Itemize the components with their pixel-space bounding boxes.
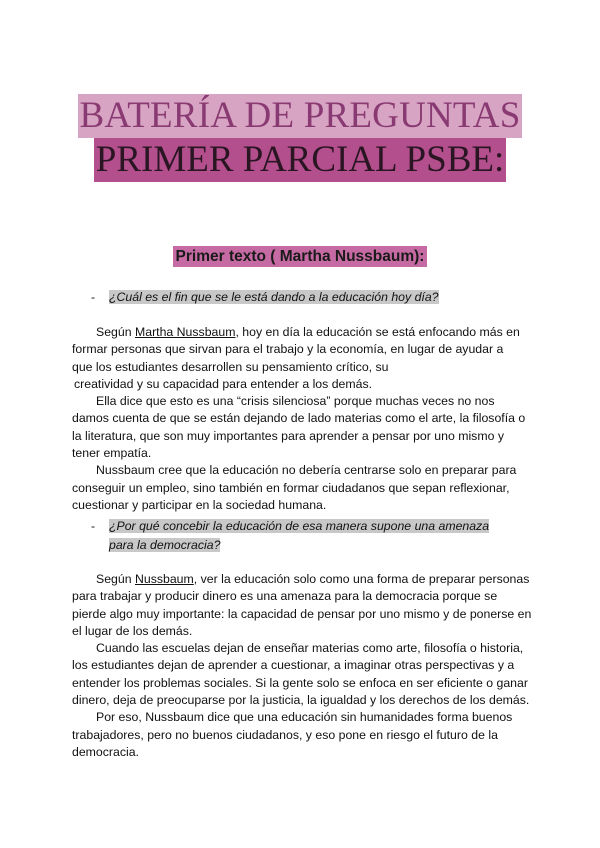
question-1-text: ¿Cuál es el fin que se le está dando a la educación hoy día? bbox=[109, 290, 439, 304]
paragraph-line: la literatura, que son muy importantes para aprender a pensar por uno mismo y bbox=[72, 428, 504, 443]
paragraph-line: Según Martha Nussbaum, hoy en día la educación se está enfocando más en bbox=[96, 325, 520, 339]
paragraph-line: entender los problemas sociales. Si la gente solo se enfoca en ser eficiente o ganar bbox=[72, 675, 528, 690]
paragraph-line: democracia. bbox=[72, 744, 139, 759]
paragraph-line: formar personas que sirvan para el trabajo y la economía, en lugar de ayudar a bbox=[72, 342, 504, 357]
author-name: Nussbaum bbox=[134, 572, 194, 586]
paragraph-line: que los estudiantes desarrollen su pensamiento crítico, su bbox=[72, 359, 389, 374]
bullet-dash: - bbox=[91, 519, 96, 533]
paragraph-line: cuestionar y participar en la sociedad humana. bbox=[72, 497, 327, 512]
title-line-1: BATERÍA DE PREGUNTAS bbox=[79, 95, 521, 136]
section-heading-text: Primer texto ( Martha Nussbaum): bbox=[173, 246, 428, 267]
paragraph-line: conseguir un empleo, sino también en formar ciudadanos que sepan reflexionar, bbox=[72, 480, 510, 495]
paragraph-line: Por eso, Nussbaum dice que una educación sin humanidades forma buenos bbox=[96, 710, 513, 725]
paragraph-line: para trabajar y producir dinero es una amenaza para la democracia porque se bbox=[72, 589, 498, 604]
paragraph-line: Cuando las escuelas dejan de enseñar materias como arte, filosofía o historia, bbox=[96, 641, 524, 656]
question-2-text-line-1: ¿Por qué concebir la educación de esa manera supone una amenaza bbox=[109, 519, 490, 533]
paragraph-line: creatividad y su capacidad para entender a los demás. bbox=[74, 376, 373, 391]
bullet-dash: - bbox=[91, 290, 96, 304]
title-line-2: PRIMER PARCIAL PSBE: bbox=[95, 139, 505, 180]
author-name: Martha Nussbaum bbox=[134, 325, 236, 339]
question-2-text-line-2: para la democracia? bbox=[109, 538, 221, 552]
paragraph-line: los estudiantes dejan de aprender a cuestionar, a imaginar otras perspectivas y a bbox=[72, 658, 515, 673]
paragraph-line: Ella dice que esto es una “crisis silenciosa” porque muchas veces no nos bbox=[96, 394, 495, 409]
paragraph-line: dinero, deja de preocuparse por la justicia, la igualdad y los derechos de los demás. bbox=[72, 693, 530, 708]
paragraph-line: Según Nussbaum, ver la educación solo como una forma de preparar personas bbox=[96, 572, 530, 586]
paragraph-line: pierde algo muy importante: la capacidad de pensar por uno mismo y de ponerse en bbox=[72, 606, 532, 621]
paragraph-line: damos cuenta de que se están dejando de lado materias como el arte, la filosofía o bbox=[72, 411, 526, 426]
paragraph-line: trabajadores, pero no buenos ciudadanos, y eso pone en riesgo el futuro de la bbox=[72, 727, 498, 742]
paragraph-line: tener empatía. bbox=[72, 446, 152, 461]
answer-1 bbox=[72, 324, 532, 514]
document-title bbox=[0, 94, 600, 182]
section-heading bbox=[0, 246, 600, 267]
paragraph-line: el lugar de los demás. bbox=[72, 623, 193, 638]
answer-2 bbox=[72, 571, 532, 761]
paragraph-line: Nussbaum cree que la educación no debería centrarse solo en preparar para bbox=[96, 463, 517, 478]
